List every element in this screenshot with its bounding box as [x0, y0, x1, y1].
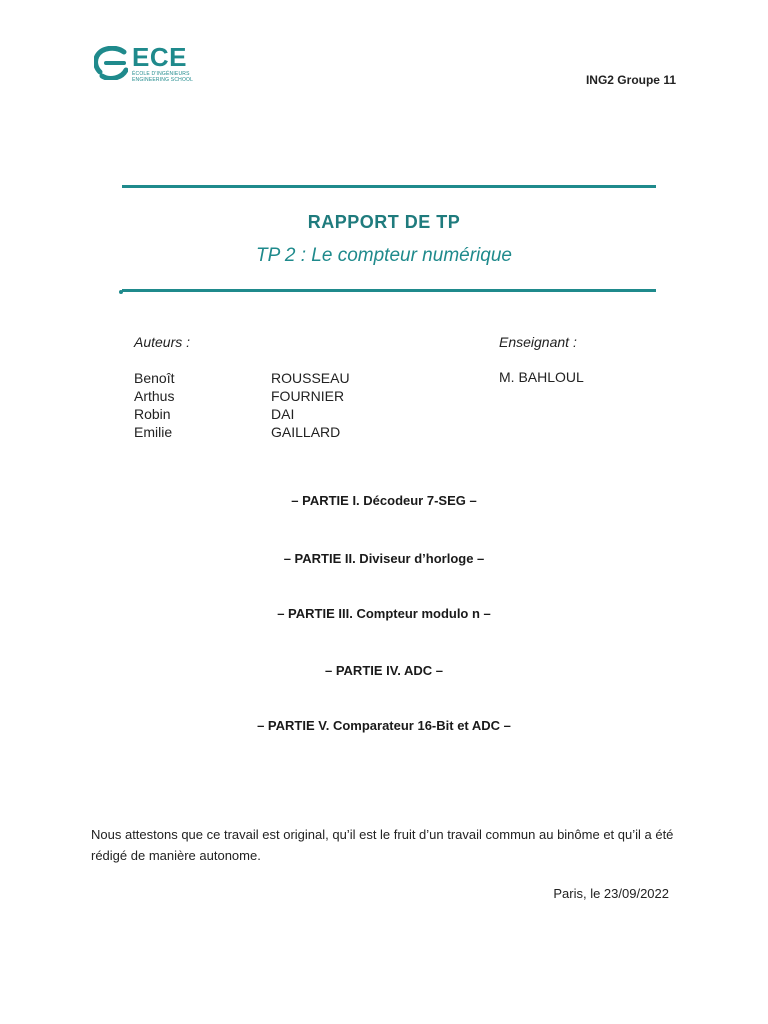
author-last-name: ROUSSEAU [271, 370, 350, 386]
title-rule-bottom [122, 289, 656, 292]
title-rule-top [122, 185, 656, 188]
ece-logo [94, 44, 204, 84]
ece-logo-mark-icon [94, 46, 128, 80]
author-last-names [271, 369, 350, 441]
part-1-heading: – PARTIE I. Décodeur 7-SEG – [291, 493, 477, 508]
author-first-name: Arthus [134, 388, 175, 404]
logo-wordmark: ECE [132, 42, 187, 72]
author-last-name: GAILLARD [271, 424, 341, 440]
author-first-name: Emilie [134, 424, 173, 440]
author-last-name: FOURNIER [271, 388, 345, 404]
group-label: ING2 Groupe 11 [585, 73, 676, 87]
teacher-label: Enseignant : [499, 334, 577, 350]
place-date: Paris, le 23/09/2022 [553, 886, 669, 901]
part-3-heading: – PARTIE III. Compteur modulo n – [277, 606, 491, 621]
author-first-name: Benoît [134, 370, 175, 386]
authors-label: Auteurs : [134, 334, 191, 350]
report-subtitle: TP 2 : Le compteur numérique [256, 245, 512, 266]
part-5-heading: – PARTIE V. Comparateur 16-Bit et ADC – [257, 718, 511, 733]
part-2-heading: – PARTIE II. Diviseur d’horloge – [283, 551, 485, 566]
logo-subtitle-line1: ÉCOLE D'INGÉNIEURS [132, 71, 190, 77]
attestation-text: Nous attestons que ce travail est original, qu’il est le fruit d’un travail commun au binôme et qu’il a été rédigé de manière autonome. [91, 827, 674, 863]
logo-subtitle-line2: ENGINEERING SCHOOL [132, 77, 194, 83]
part-4-heading: – PARTIE IV. ADC – [325, 663, 443, 678]
rule-dot [119, 290, 123, 294]
author-last-name: DAI [271, 406, 295, 422]
teacher-name: M. BAHLOUL [499, 369, 584, 385]
author-first-name: Robin [134, 406, 171, 422]
report-title: RAPPORT DE TP [307, 212, 461, 232]
author-first-names [134, 369, 174, 441]
logo-subtitle [132, 71, 193, 83]
